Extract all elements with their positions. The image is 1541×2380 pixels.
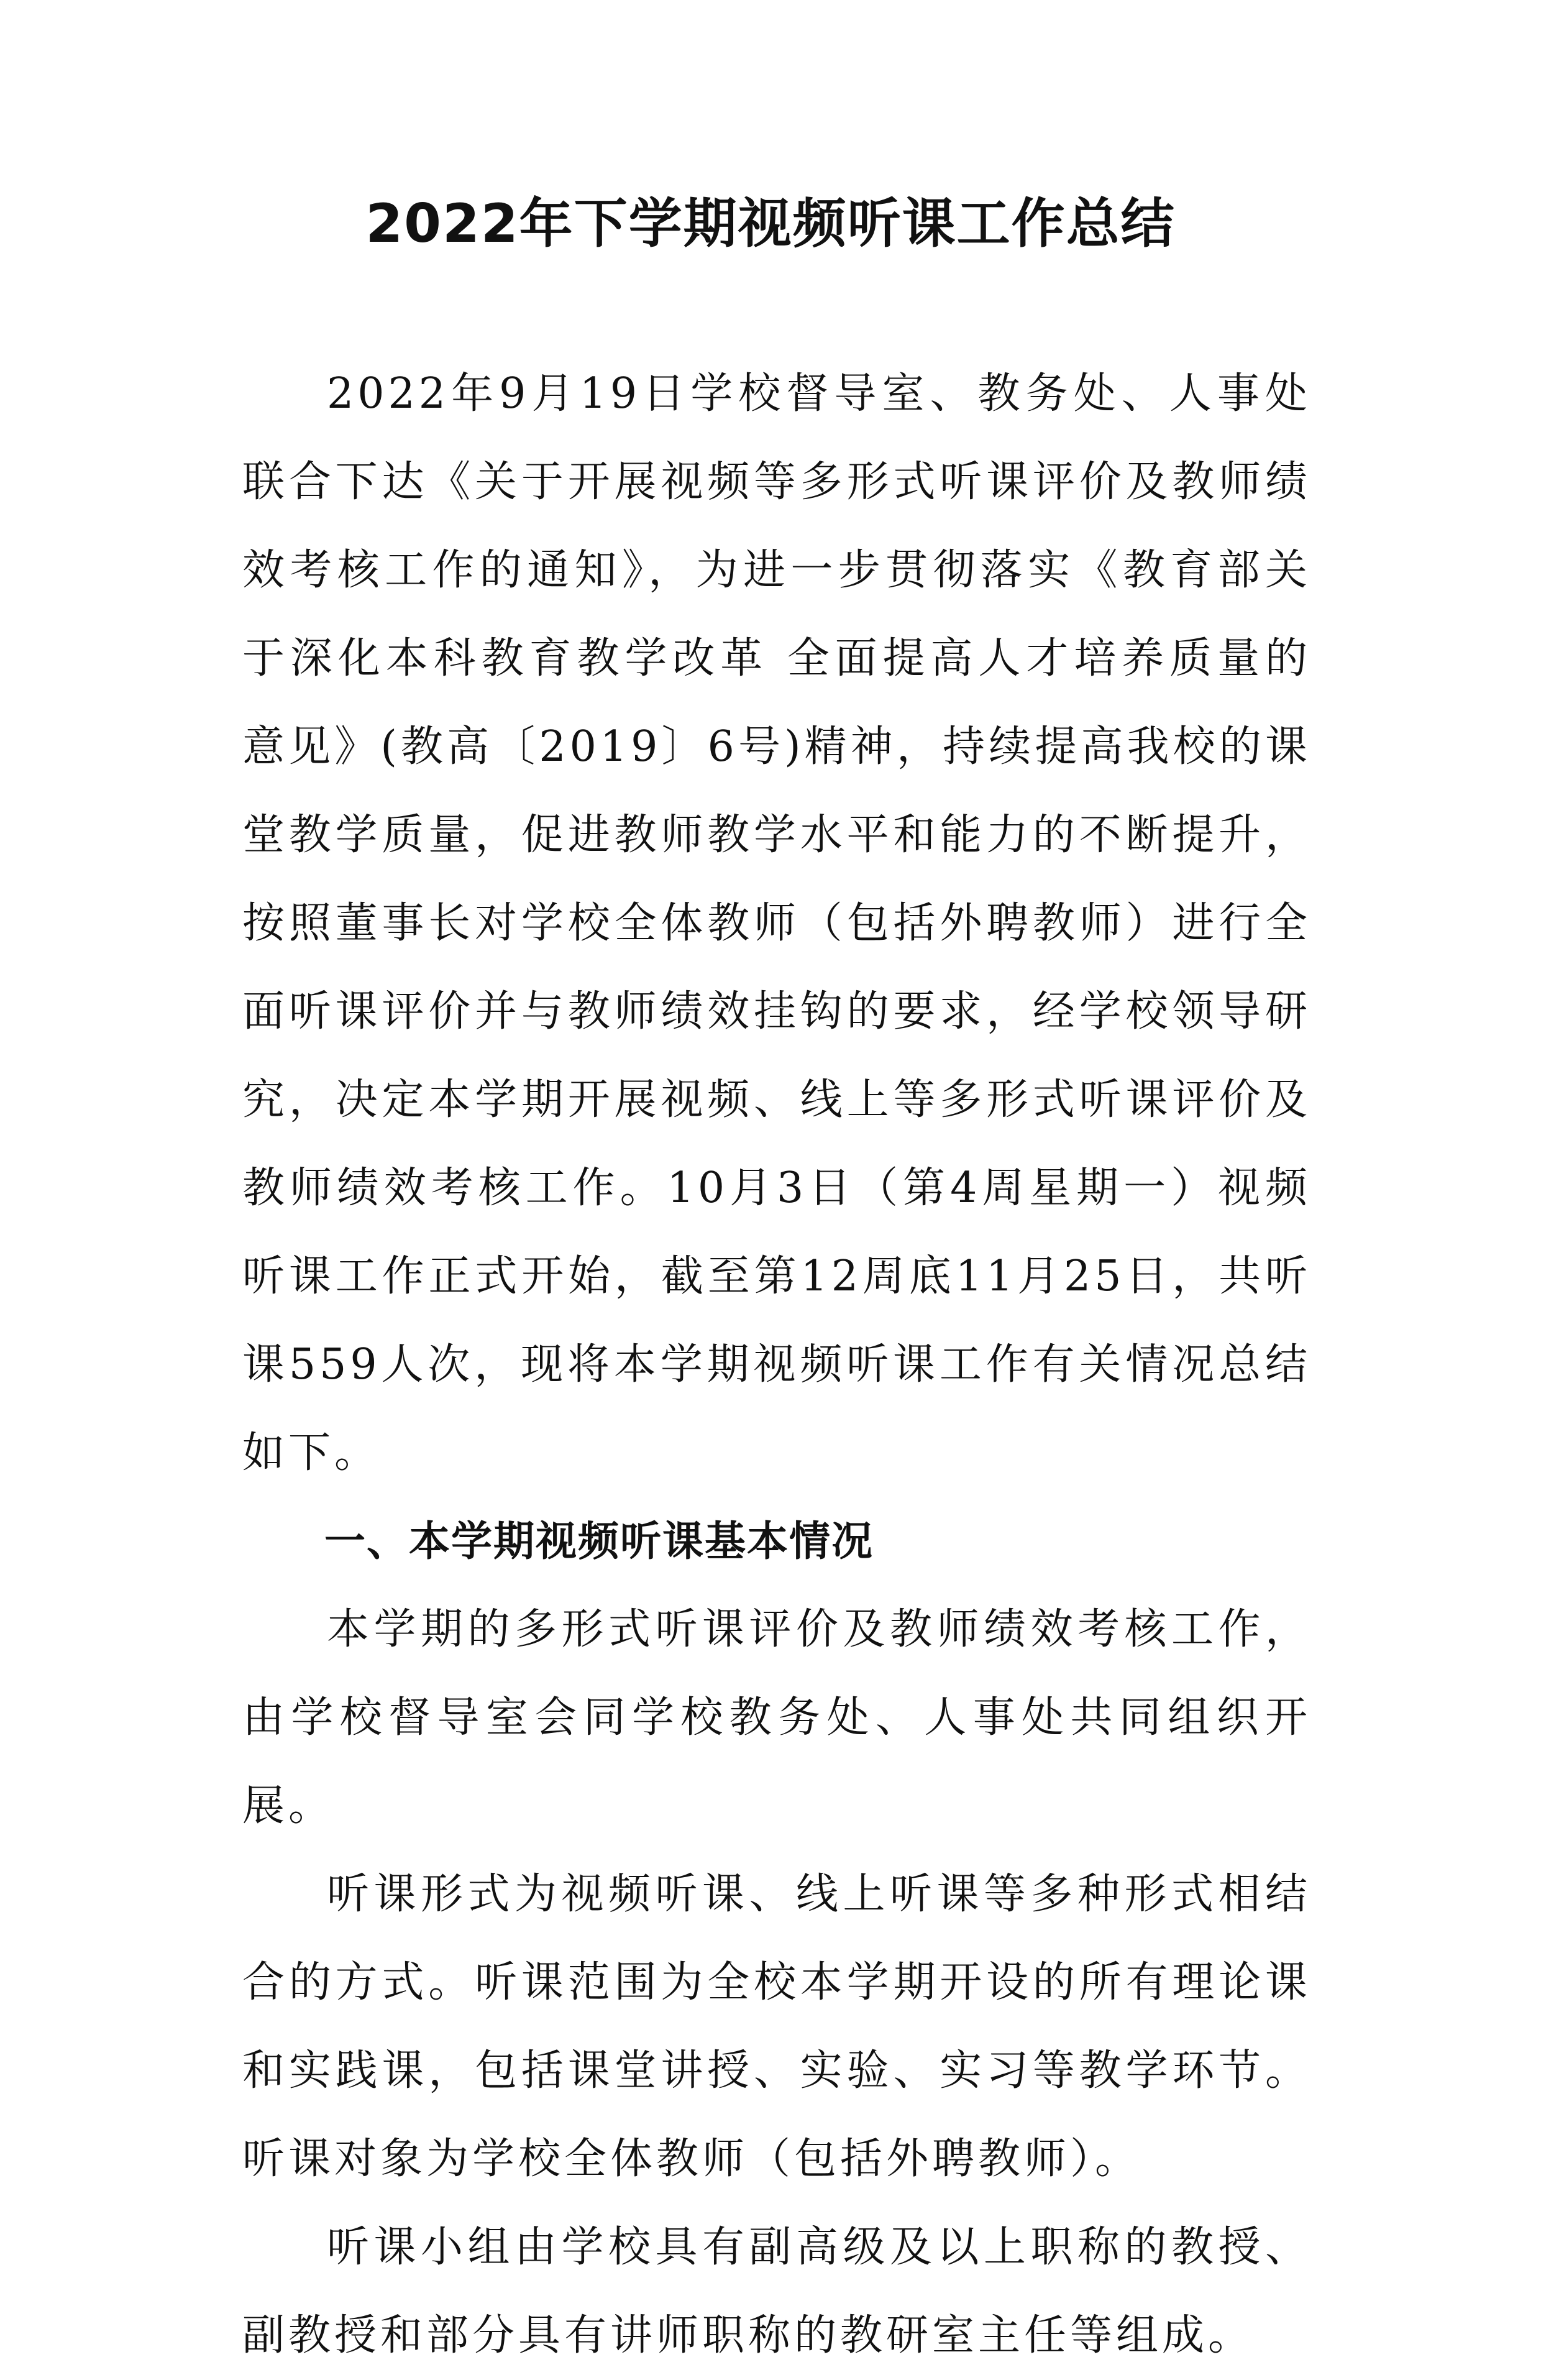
section-heading-basic-situation: 一、本学期视频听课基本情况 <box>324 1517 874 1565</box>
document-title: 2022年下学期视频听课工作总结 <box>365 193 1176 255</box>
paragraph-intro: 2022年9月19日学校督导室、教务处、人事处联合下达《关于开展视频等多形式听课评价及教师绩效考核工作的通知》，为进一步贯彻落实《教育部关于深化本科教育教学改革 全面提高人才培养质量的意见》(教高〔2019〕6号)精神，持续提高我校的课堂教学质量，促进教师教学水平和能力的不断提升，按照董事长对学校全体教师（包括外聘教师）进行全面听课评价并与教师绩效挂钩的要求，经学校领导研究，决定本学期开展视频、线上等多形式听课评价及教师绩效考核工作。10月3日（第4周星期一）视频听课工作正式开始，截至第12周底11月25日，共听课559人次，现将本学期视频听课工作有关情况总结如下。 <box>242 369 1311 1477</box>
paragraph-format-scope: 听课形式为视频听课、线上听课等多种形式相结合的方式。听课范围为全校本学期开设的所有理论课和实践课，包括课堂讲授、实验、实习等教学环节。听课对象为学校全体教师（包括外聘教师）。 <box>242 1870 1311 2184</box>
paragraph-listening-group: 听课小组由学校具有副高级及以上职称的教授、副教授和部分具有讲师职称的教研室主任等组成。 <box>242 2223 1311 2360</box>
paragraph-organization: 本学期的多形式听课评价及教师绩效考核工作，由学校督导室会同学校教务处、人事处共同组织开展。 <box>242 1605 1311 1831</box>
document-body <box>242 350 1311 2380</box>
